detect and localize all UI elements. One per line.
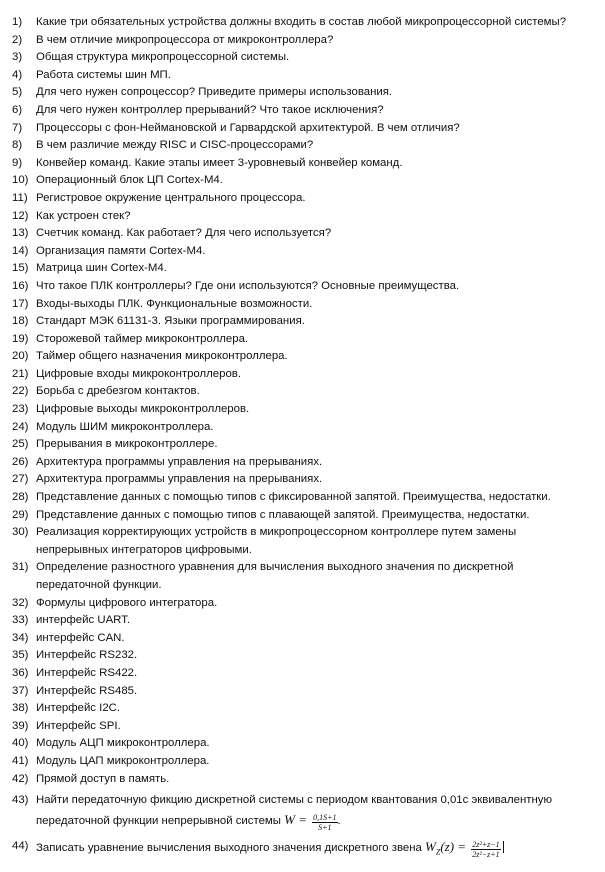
question-number: 19) — [12, 332, 29, 345]
question-text: Найти передаточную фикцию дискретной системы с периодом квантования 0,01с эквивалентную — [36, 794, 552, 806]
question-number: 2) — [12, 33, 23, 46]
question-item — [0, 260, 605, 278]
question-item — [0, 137, 605, 155]
question-item — [0, 32, 605, 50]
question-number: 26) — [12, 455, 29, 468]
question-number: 28) — [12, 491, 29, 504]
question-number: 17) — [12, 297, 29, 310]
transfer-function-fraction — [471, 840, 500, 859]
question-text: Организация памяти Cortex-M4. — [36, 244, 206, 257]
question-text: Процессоры с фон-Неймановской и Гарвардской архитектурой. В чем отличия? — [36, 121, 460, 134]
period: . — [337, 814, 341, 827]
question-item — [0, 771, 605, 789]
question-text: Цифровые входы микроконтроллеров. — [36, 367, 242, 380]
question-text: Входы-выходы ПЛК. Функциональные возможности. — [36, 297, 313, 310]
question-text-cont: непрерывных интеграторов цифровыми. — [36, 543, 252, 556]
question-number: 29) — [12, 508, 29, 521]
question-number: 23) — [12, 403, 29, 416]
question-item — [0, 208, 605, 226]
question-item — [0, 524, 605, 559]
question-text: Сторожевой таймер микроконтроллера. — [36, 332, 249, 345]
question-item — [0, 331, 605, 349]
question-item — [0, 102, 605, 120]
formula-variable: W — [425, 839, 436, 854]
question-number: 30) — [12, 526, 29, 539]
question-item — [0, 155, 605, 173]
question-number: 36) — [12, 666, 29, 679]
question-text: Реализация корректирующих устройств в микропроцессорном контроллере путем замены — [36, 526, 517, 539]
fraction-denominator: 2z²−z+1 — [472, 850, 500, 859]
question-item — [0, 612, 605, 630]
question-item — [0, 753, 605, 771]
transfer-function-fraction — [312, 813, 337, 832]
question-number: 33) — [12, 614, 29, 627]
question-number: 16) — [12, 279, 29, 292]
question-text: Регистровое окружение центрального процессора. — [36, 191, 306, 204]
question-item — [0, 120, 605, 138]
question-text: Что такое ПЛК контроллеры? Где они используются? Основные преимущества. — [36, 279, 460, 292]
question-number: 8) — [12, 139, 23, 152]
question-item — [0, 14, 605, 32]
question-text: Матрица шин Cortex-M4. — [36, 262, 167, 275]
question-number: 10) — [12, 174, 29, 187]
question-text: Цифровые выходы микроконтроллеров. — [36, 403, 250, 416]
question-number: 24) — [12, 420, 29, 433]
question-number: 35) — [12, 649, 29, 662]
fraction-numerator: 2z²+z−1 — [472, 840, 500, 849]
question-item — [0, 700, 605, 718]
question-text: Интерфейс RS485. — [36, 684, 138, 697]
question-number: 31) — [12, 561, 29, 574]
question-item — [0, 225, 605, 243]
question-number: 6) — [12, 103, 23, 116]
text-cursor — [503, 841, 504, 853]
fraction-numerator: 0,1S+1 — [313, 812, 337, 822]
question-number: 18) — [12, 315, 29, 328]
question-number: 43) — [12, 794, 29, 806]
question-number: 21) — [12, 367, 29, 380]
question-item — [0, 471, 605, 489]
question-text: Работа системы шин МП. — [36, 68, 171, 81]
question-item — [0, 647, 605, 665]
question-text: Формулы цифрового интегратора. — [36, 596, 218, 609]
question-text: Какие три обязательных устройства должны входить в состав любой микропроцессорной системы? — [36, 16, 567, 28]
formula-subscript: Z — [435, 847, 441, 857]
question-text: Как устроен стек? — [36, 209, 131, 222]
question-text: Конвейер команд. Какие этапы имеет 3-уровневый конвейер команд. — [36, 156, 403, 169]
question-text: Прямой доступ в память. — [36, 772, 170, 785]
question-text: Стандарт МЭК 61131-3. Языки программирования. — [36, 315, 305, 328]
question-number: 4) — [12, 68, 23, 81]
question-text: Модуль ЦАП микроконтроллера. — [36, 754, 210, 767]
question-number: 22) — [12, 385, 29, 398]
question-number: 3) — [12, 51, 23, 64]
question-number: 15) — [12, 262, 29, 275]
question-text: Интерфейс SPI. — [36, 719, 121, 732]
question-text: Операционный блок ЦП Cortex-M4. — [36, 174, 223, 187]
question-item — [0, 735, 605, 753]
question-text: Прерывания в микроконтроллере. — [36, 438, 218, 451]
question-item — [0, 243, 605, 261]
question-item — [0, 84, 605, 102]
question-item — [0, 313, 605, 331]
question-text: Определение разностного уравнения для вычисления выходного значения по дискретной — [36, 561, 514, 574]
question-text: Представление данных с помощью типов с плавающей запятой. Преимущества, недостатки. — [36, 508, 530, 521]
question-number: 37) — [12, 684, 29, 697]
question-item — [0, 630, 605, 648]
question-number: 40) — [12, 737, 29, 750]
question-text: Архитектура программы управления на прерываниях. — [36, 473, 323, 486]
question-item — [0, 507, 605, 525]
question-item — [0, 665, 605, 683]
question-item — [0, 401, 605, 419]
question-item — [0, 67, 605, 85]
question-text-cont: передаточной функции. — [36, 579, 162, 591]
question-item — [0, 436, 605, 454]
question-item — [0, 559, 605, 594]
question-number: 14) — [12, 244, 29, 257]
questions-list — [0, 14, 605, 788]
question-number: 32) — [12, 596, 29, 609]
question-text: Модуль ШИМ микроконтроллера. — [36, 420, 214, 433]
question-number: 25) — [12, 438, 29, 451]
question-item — [0, 296, 605, 314]
question-text: Борьба с дребезгом контактов. — [36, 385, 200, 398]
question-item — [0, 419, 605, 437]
question-44 — [0, 838, 605, 861]
question-item — [0, 489, 605, 507]
formula-argument: (z) = — [440, 839, 467, 854]
question-text: Таймер общего назначения микроконтроллера. — [36, 350, 288, 363]
question-text: В чем отличие микропроцессора от микроконтроллера? — [36, 33, 334, 46]
question-item — [0, 718, 605, 736]
question-text: интерфейс UART. — [36, 614, 131, 627]
question-43 — [0, 792, 605, 832]
question-number: 27) — [12, 473, 29, 486]
question-text: Представление данных с помощью типов с фиксированной запятой. Преимущества, недостатки. — [36, 491, 551, 504]
question-number: 38) — [12, 702, 29, 715]
question-number: 41) — [12, 754, 29, 767]
question-item — [0, 49, 605, 67]
question-item — [0, 595, 605, 613]
question-text: Архитектура программы управления на прерываниях. — [36, 455, 323, 468]
question-item — [0, 383, 605, 401]
question-text: Интерфейс I2C. — [36, 702, 121, 715]
question-text: В чем различие между RISC и CISC-процессорами? — [36, 139, 314, 152]
question-text: Интерфейс RS422. — [36, 666, 138, 679]
question-number: 12) — [12, 209, 29, 222]
question-number: 11) — [12, 191, 28, 204]
question-item — [0, 190, 605, 208]
question-number: 5) — [12, 86, 23, 99]
question-item — [0, 454, 605, 472]
question-text: интерфейс CAN. — [36, 631, 125, 644]
question-text: Записать уравнение вычисления выходного значения дискретного звена — [36, 842, 422, 854]
question-item — [0, 366, 605, 384]
question-number: 7) — [12, 121, 23, 134]
question-text: Счетчик команд. Как работает? Для чего используется? — [36, 227, 332, 240]
fraction-denominator: S+1 — [318, 822, 332, 832]
question-number: 34) — [12, 631, 29, 644]
question-number: 42) — [12, 772, 29, 785]
question-item — [0, 172, 605, 190]
question-number: 1) — [12, 16, 23, 28]
question-text-cont: передаточной функции непрерывной системы — [36, 814, 281, 827]
question-item — [0, 683, 605, 701]
question-text: Интерфейс RS232. — [36, 649, 138, 662]
formula-variable: W = — [284, 811, 307, 827]
question-item — [0, 278, 605, 296]
question-item — [0, 348, 605, 366]
question-number: 13) — [12, 227, 29, 240]
question-number: 9) — [12, 156, 23, 169]
question-text: Модуль АЦП микроконтроллера. — [36, 737, 210, 750]
question-number: 20) — [12, 350, 29, 363]
question-text: Общая структура микропроцессорной системы. — [36, 51, 290, 64]
question-number: 39) — [12, 719, 29, 732]
question-text: Для чего нужен сопроцессор? Приведите примеры использования. — [36, 86, 393, 99]
question-number: 44) — [12, 840, 29, 852]
question-text: Для чего нужен контроллер прерываний? Что такое исключения? — [36, 103, 384, 116]
